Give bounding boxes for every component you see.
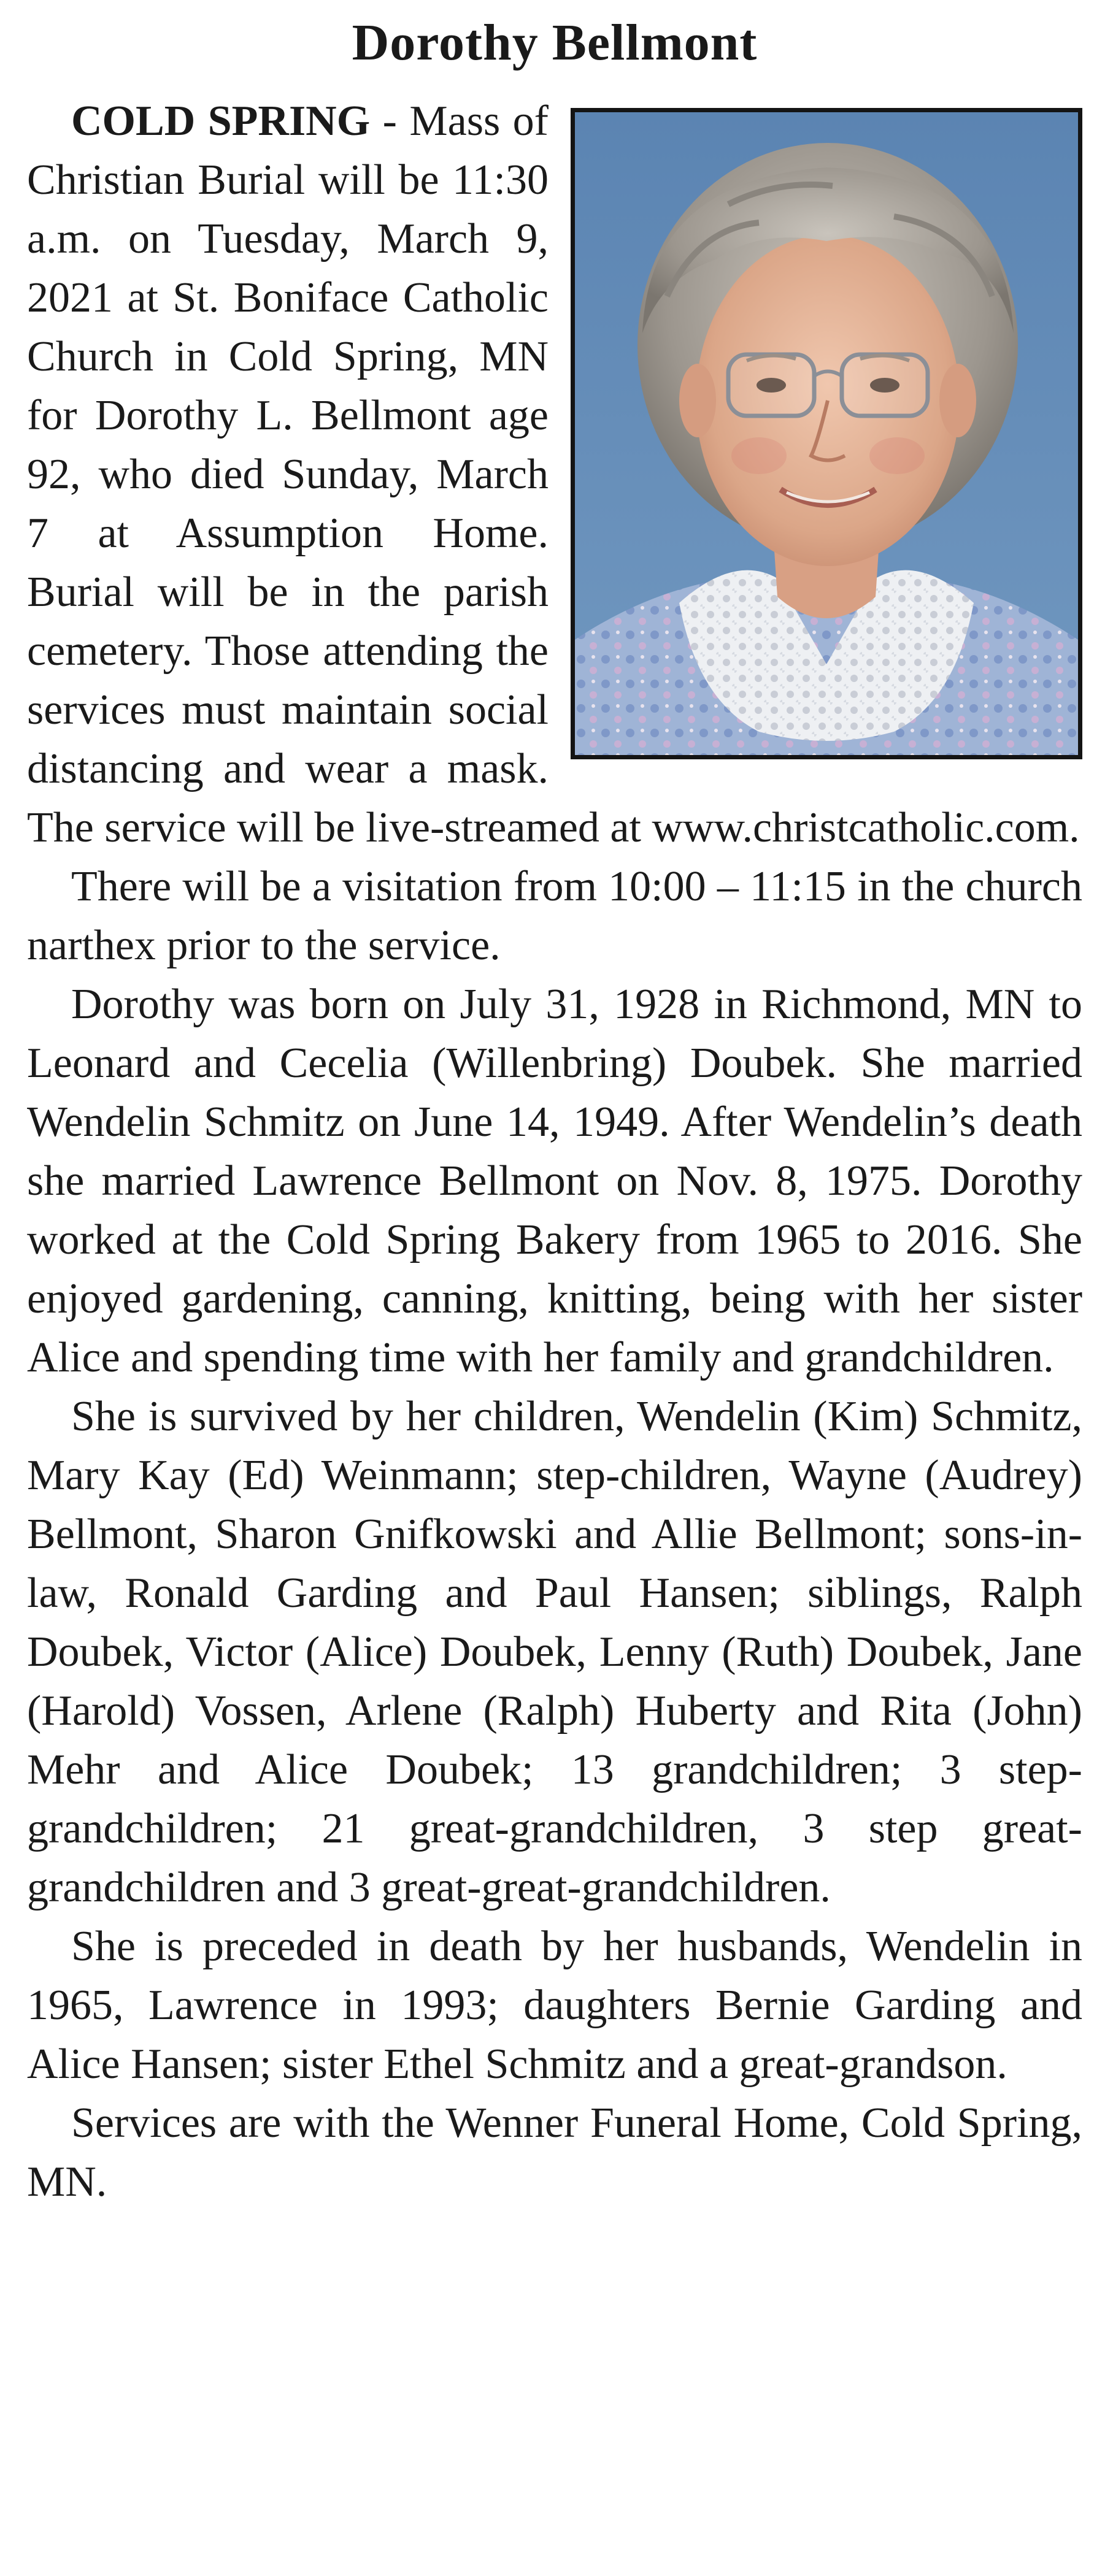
portrait-photo: [571, 108, 1082, 759]
obituary-title: Dorothy Bellmont: [352, 14, 758, 71]
obituary-article: [27, 92, 1082, 2212]
dateline: COLD SPRING: [71, 98, 371, 145]
paragraph-funeral-home: Services are with the Wenner Funeral Home, Cold Spring, MN.: [27, 2099, 1082, 2206]
portrait-image: [575, 112, 1078, 755]
paragraph-biography: Dorothy was born on July 31, 1928 in Richmond, MN to Leonard and Cecelia (Willenbring) Doubek. She married Wendelin Schmitz on June 14, 1949. After Wendelin’s death she married Lawrence Bellmont on Nov. 8, 1975. Dorothy worked at the Cold Spring Bakery from 1965 to 2016. She enjoyed gardening, canning, knitting, being with her sister Alice and spending time with her family and grandchildren.: [27, 981, 1082, 1381]
paragraph-service-text: - Mass of Christian Burial will be 11:30 a.m. on Tuesday, March 9, 2021 at St. Boniface Catholic Church in Cold Spring, MN for Dorothy L. Bellmont age 92, who died Sunday, March 7 at Assumption Home. Burial will be in the parish cemetery. Those attending the services must maintain social distancing and wear a mask. The service will be live-streamed at www.christcatholic.com.: [27, 98, 1080, 851]
paragraph-preceded: She is preceded in death by her husbands, Wendelin in 1965, Lawrence in 1993; daughters Bernie Garding and Alice Hansen; sister Ethel Schmitz and a great-grandson.: [27, 1923, 1082, 2088]
paragraph-survivors: She is survived by her children, Wendelin (Kim) Schmitz, Mary Kay (Ed) Weinmann; step-children, Wayne (Audrey) Bellmont, Sharon Gnifkowski and Allie Bellmont; sons-in-law, Ronald Garding and Paul Hansen; siblings, Ralph Doubek, Victor (Alice) Doubek, Lenny (Ruth) Doubek, Jane (Harold) Vossen, Arlene (Ralph) Huberty and Rita (John) Mehr and Alice Doubek; 13 grandchildren; 3 step-grandchildren; 21 great-grandchildren, 3 step great-grandchildren and 3 great-great-grandchildren.: [27, 1393, 1082, 1911]
paragraph-visitation: There will be a visitation from 10:00 – 11:15 in the church narthex prior to the service.: [27, 863, 1082, 969]
